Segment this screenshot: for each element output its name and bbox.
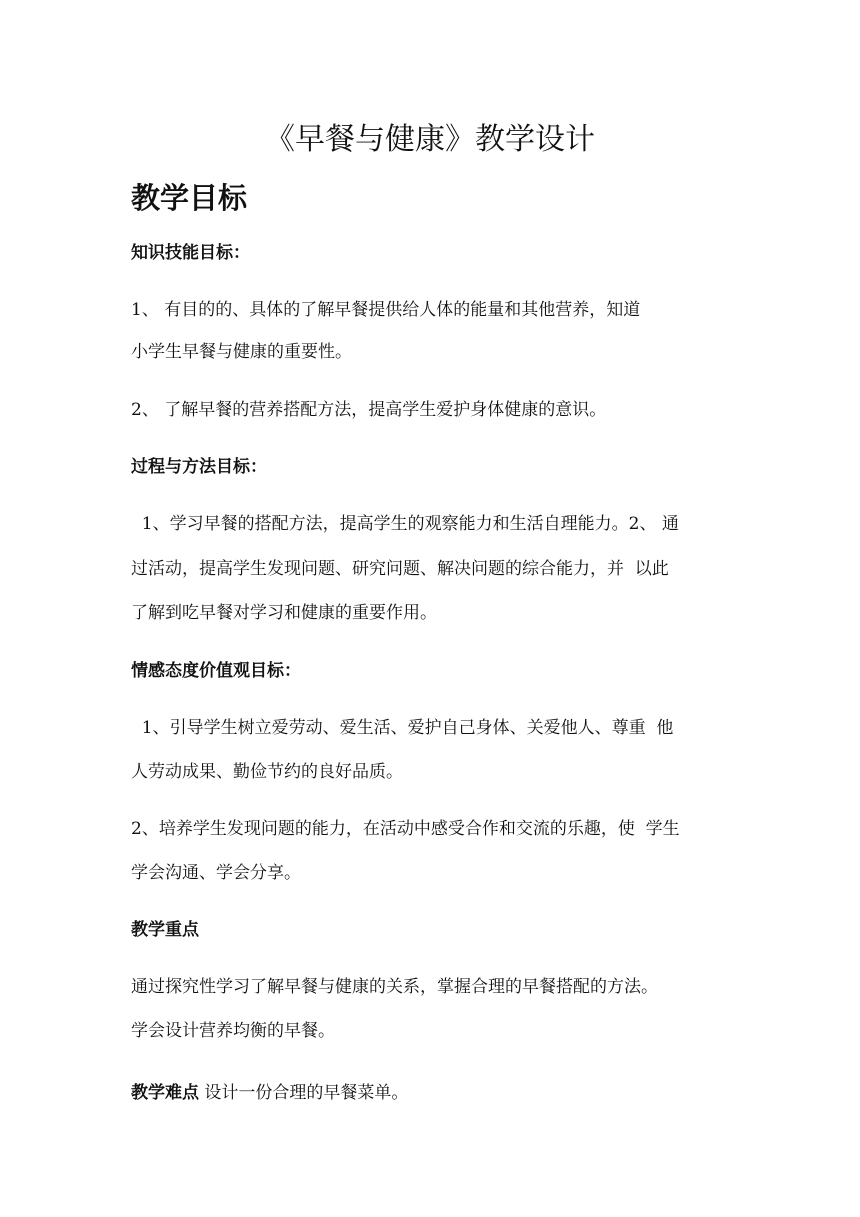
difficulty-text: 设计一份合理的早餐菜单。 [199, 1083, 409, 1103]
emotion-item-2-line-2: 学会沟通、学会分享。 [131, 863, 301, 883]
knowledge-item-1-line-2: 小学生早餐与健康的重要性。 [131, 342, 352, 362]
section-heading-teaching-goals: 教学目标 [131, 181, 248, 215]
difficulty-label: 教学难点 [131, 1083, 199, 1103]
process-line-1: 1、学习早餐的搭配方法，提高学生的观察能力和生活自理能力。2、 通 [131, 514, 679, 534]
document-title: 《早餐与健康》教学设计 [265, 122, 595, 157]
heading-key-points: 教学重点 [131, 920, 199, 940]
emotion-item-2-line-1: 2、培养学生发现问题的能力，在活动中感受合作和交流的乐趣，使 学生 [131, 819, 680, 839]
process-line-2: 过活动，提高学生发现问题、研究问题、解决问题的综合能力，并 以此 [131, 559, 669, 579]
emotion-item-1-line-2: 人劳动成果、勤俭节约的良好品质。 [131, 762, 403, 782]
key-points-line-2: 学会设计营养均衡的早餐。 [131, 1021, 335, 1041]
heading-knowledge-goals: 知识技能目标： [131, 243, 250, 263]
emotion-item-1-line-1: 1、引导学生树立爱劳动、爱生活、爱护自己身体、关爱他人、尊重 他 [131, 718, 674, 738]
difficulty-line [131, 1081, 731, 1105]
knowledge-item-2: 2、 了解早餐的营养搭配方法，提高学生爱护身体健康的意识。 [131, 400, 607, 420]
key-points-line-1: 通过探究性学习了解早餐与健康的关系，掌握合理的早餐搭配的方法。 [131, 977, 658, 997]
heading-emotion-goals: 情感态度价值观目标： [131, 661, 301, 681]
heading-process-goals: 过程与方法目标： [131, 457, 267, 477]
process-line-3: 了解到吃早餐对学习和健康的重要作用。 [131, 603, 437, 623]
knowledge-item-1-line-1: 1、 有目的的、具体的了解早餐提供给人体的能量和其他营养，知道 [131, 300, 641, 320]
